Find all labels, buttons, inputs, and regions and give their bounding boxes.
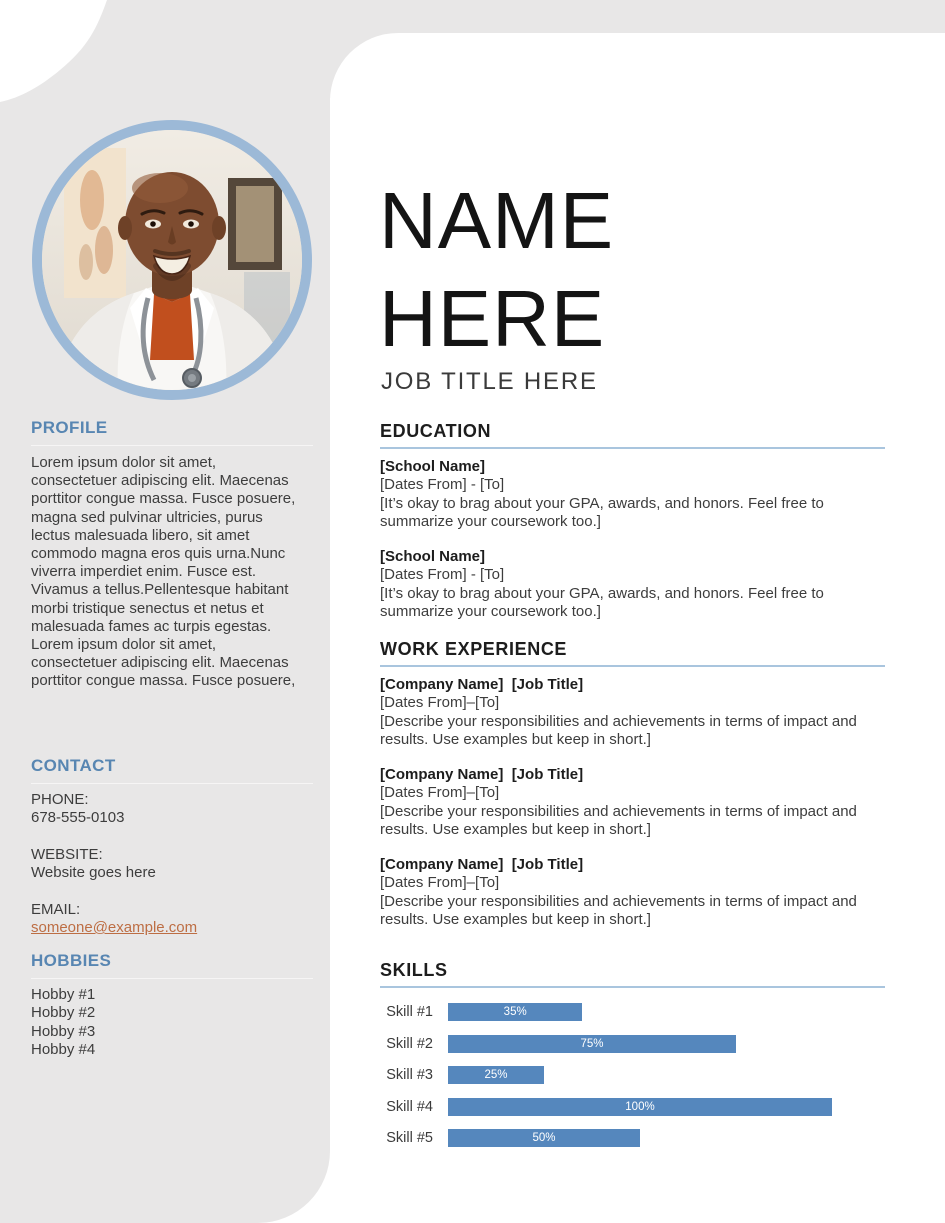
doctor-portrait-illustration	[42, 130, 302, 390]
education-entries	[380, 458, 885, 622]
skill-row	[380, 997, 885, 1029]
skill-bar-track	[448, 1035, 832, 1053]
skills-section	[380, 960, 885, 1154]
skill-label: Skill #3	[386, 1067, 433, 1084]
work-entry	[380, 676, 885, 750]
contact-section	[31, 756, 313, 955]
skill-value-label: 25%	[484, 1069, 508, 1082]
skill-value-label: 50%	[532, 1132, 556, 1145]
skills-heading: SKILLS	[380, 960, 885, 988]
entry-description: [Describe your responsibilities and achievements in terms of impact and results. Use examples but keep in short.]	[380, 802, 857, 839]
skill-bar-track	[448, 1003, 832, 1021]
entry-dates: [Dates From] - [To]	[380, 476, 505, 494]
hobbies-list	[31, 986, 313, 1059]
hobby-item: Hobby #1	[31, 986, 96, 1003]
entry-description: [Describe your responsibilities and achievements in terms of impact and results. Use examples but keep in short.]	[380, 712, 857, 749]
entry-school-name: [School Name]	[380, 547, 486, 565]
contact-value: 678-555-0103	[31, 809, 125, 827]
skill-row	[380, 1028, 885, 1060]
entry-company-and-job-title: [Company Name] [Job Title]	[380, 765, 584, 783]
skills-bar-chart	[380, 997, 885, 1155]
skill-value-label: 35%	[503, 1006, 527, 1019]
hobby-item: Hobby #2	[31, 1004, 96, 1022]
email-link[interactable]: someone@example.com	[31, 919, 198, 937]
skill-label: Skill #1	[386, 1004, 433, 1021]
profile-section	[31, 418, 313, 691]
contact-item	[31, 901, 313, 938]
contact-item	[31, 791, 313, 828]
skill-bar	[448, 1035, 736, 1053]
skill-bar	[448, 1129, 640, 1147]
skill-row	[380, 1123, 885, 1155]
entry-company-and-job-title: [Company Name] [Job Title]	[380, 855, 584, 873]
contact-items	[31, 791, 313, 937]
contact-label: EMAIL:	[31, 900, 81, 918]
hobbies-heading: HOBBIES	[31, 951, 313, 979]
hobbies-section	[31, 951, 313, 1059]
work-experience-heading: WORK EXPERIENCE	[380, 639, 885, 667]
hobby-item: Hobby #3	[31, 1022, 96, 1040]
education-heading: EDUCATION	[380, 421, 885, 449]
skill-bar	[448, 1003, 582, 1021]
candidate-name	[379, 172, 614, 368]
name-line-2: HERE	[379, 274, 606, 363]
profile-text: Lorem ipsum dolor sit amet, consectetuer adipiscing elit. Maecenas porttitor congue massa. Fusce posuere, magna sed pulvinar ultricies, purus lectus malesuada libero, sit amet commodo magna eros quis urna.Nunc viverra imperdiet enim. Fusce est. Vivamus a tellus.Pellentesque habitant morbi tristique senectus et netus et malesuada fames ac turpis egestas. Lorem ipsum dolor sit amet, consectetuer adipiscing elit. Maecenas porttitor congue massa. Fusce posuere,	[31, 454, 296, 690]
hobby-item: Hobby #4	[31, 1040, 96, 1058]
skill-bar	[448, 1098, 832, 1116]
entry-description: [It’s okay to brag about your GPA, awards, and honors. Feel free to summarize your coursework too.]	[380, 494, 824, 531]
entry-dates: [Dates From]–[To]	[380, 874, 500, 892]
work-experience-section	[380, 639, 885, 946]
skill-value-label: 100%	[625, 1100, 655, 1113]
education-section	[380, 421, 885, 638]
entry-dates: [Dates From]–[To]	[380, 694, 500, 712]
work-entry	[380, 856, 885, 930]
entry-school-name: [School Name]	[380, 457, 486, 475]
skill-bar-track	[448, 1129, 832, 1147]
skill-row	[380, 1060, 885, 1092]
contact-value: Website goes here	[31, 864, 156, 882]
entry-dates: [Dates From] - [To]	[380, 566, 505, 584]
entry-description: [It’s okay to brag about your GPA, awards, and honors. Feel free to summarize your coursework too.]	[380, 584, 824, 621]
corner-swoosh-decoration	[0, 0, 112, 104]
skill-row	[380, 1091, 885, 1123]
skill-label: Skill #2	[386, 1035, 433, 1052]
skill-value-label: 75%	[580, 1037, 604, 1050]
skill-bar	[448, 1066, 544, 1084]
entry-dates: [Dates From]–[To]	[380, 784, 500, 802]
skill-label: Skill #4	[386, 1098, 433, 1115]
entry-company-and-job-title: [Company Name] [Job Title]	[380, 675, 584, 693]
education-entry	[380, 548, 885, 622]
work-entries	[380, 676, 885, 930]
name-line-1: NAME	[379, 176, 615, 265]
contact-item	[31, 846, 313, 883]
job-title: JOB TITLE HERE	[381, 368, 598, 395]
contact-label: PHONE:	[31, 791, 89, 808]
profile-photo	[32, 120, 312, 400]
contact-heading: CONTACT	[31, 756, 313, 784]
contact-label: WEBSITE:	[31, 845, 103, 863]
education-entry	[380, 458, 885, 532]
entry-description: [Describe your responsibilities and achievements in terms of impact and results. Use examples but keep in short.]	[380, 892, 857, 929]
skill-bar-track	[448, 1066, 832, 1084]
skill-bar-track	[448, 1098, 832, 1116]
work-entry	[380, 766, 885, 840]
skill-label: Skill #5	[386, 1130, 433, 1147]
profile-heading: PROFILE	[31, 418, 313, 446]
